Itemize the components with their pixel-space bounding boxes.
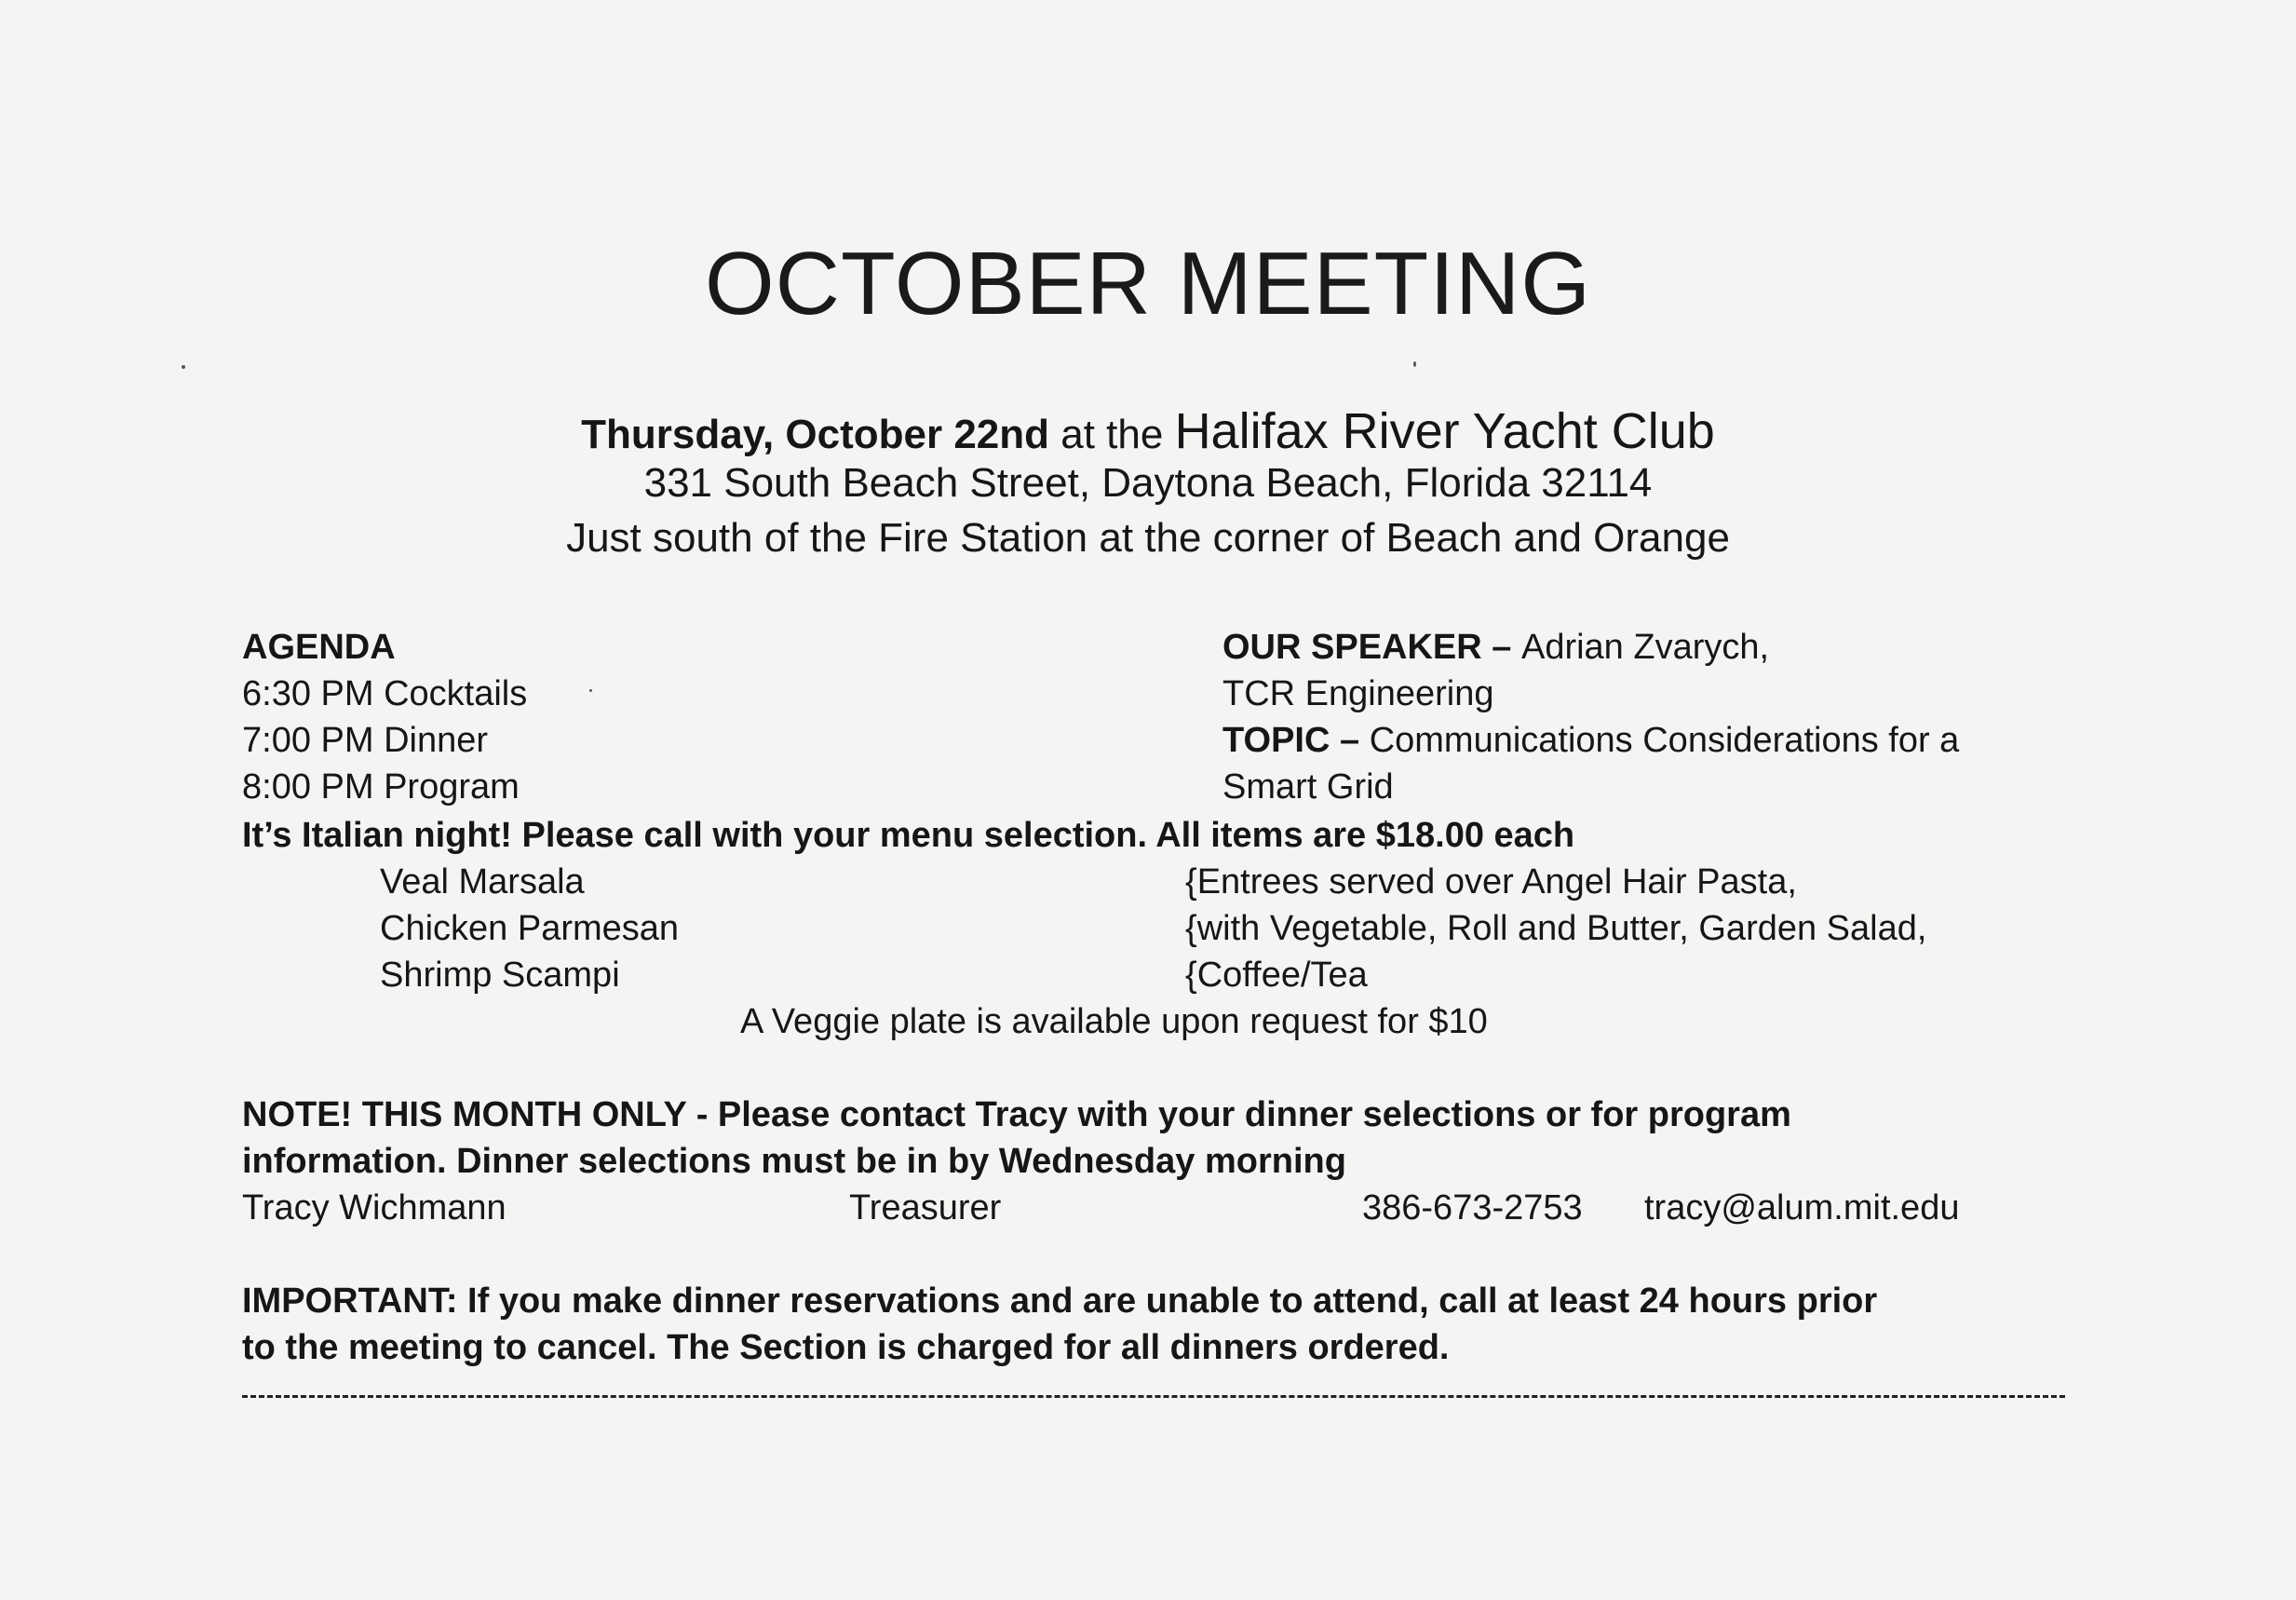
agenda-section	[242, 624, 527, 810]
cut-line-divider	[242, 1395, 2065, 1398]
topic-dash: –	[1330, 721, 1370, 760]
agenda-heading: AGENDA	[242, 628, 396, 667]
speaker-name: Adrian Zvarych,	[1520, 628, 1770, 667]
entree-item: Chicken Parmesan	[380, 909, 680, 948]
speaker-company: TCR Engineering	[1222, 674, 1494, 713]
agenda-item: 6:30 PM Cocktails	[242, 674, 528, 713]
entree-note: {Entrees served over Angel Hair Pasta,	[1185, 862, 1797, 902]
scan-speck	[1413, 361, 1416, 367]
important-notice	[242, 1278, 1877, 1371]
entree-notes	[1185, 859, 1926, 998]
important-line: to the meeting to cancel. The Section is charged for all dinners ordered.	[242, 1328, 1450, 1367]
note-line: NOTE! THIS MONTH ONLY - Please contact Tracy with your dinner selections or for program	[242, 1095, 1791, 1134]
page-title: OCTOBER MEETING	[705, 234, 1591, 333]
speaker-section	[1222, 624, 1959, 810]
venue-connector: at the	[1049, 412, 1175, 457]
entree-note: {Coffee/Tea	[1185, 956, 1368, 995]
topic-label: TOPIC	[1222, 721, 1330, 760]
topic-line	[1222, 717, 1959, 764]
note-line: information. Dinner selections must be in by Wednesday morning	[242, 1142, 1346, 1181]
speaker-line	[1222, 624, 1959, 671]
venue-name: Halifax River Yacht Club	[1174, 403, 1715, 459]
entree-note: {with Vegetable, Roll and Butter, Garden Salad,	[1185, 909, 1927, 948]
speaker-dash: –	[1481, 628, 1521, 667]
topic-continued: Smart Grid	[1222, 767, 1394, 807]
menu-intro: It’s Italian night! Please call with your menu selection. All items are $18.00 each	[242, 816, 1575, 855]
contact-name: Tracy Wichmann	[242, 1188, 506, 1227]
entree-list	[380, 859, 679, 998]
entree-item: Shrimp Scampi	[380, 956, 620, 995]
venue-address: 331 South Beach Street, Daytona Beach, Florida 32114	[643, 460, 1653, 506]
scan-speck	[182, 365, 185, 369]
topic-text: Communications Considerations for a	[1369, 721, 1960, 760]
important-line: IMPORTANT: If you make dinner reservations and are unable to attend, call at least 24 hours prior	[242, 1281, 1878, 1321]
contact-phone: 386-673-2753	[1362, 1188, 1583, 1227]
venue-directions: Just south of the Fire Station at the corner of Beach and Orange	[566, 515, 1730, 561]
contact-note	[242, 1092, 1791, 1185]
contact-email: tracy@alum.mit.edu	[1644, 1188, 1960, 1227]
agenda-item: 7:00 PM Dinner	[242, 721, 489, 760]
venue-line	[0, 402, 2296, 460]
entree-item: Veal Marsala	[380, 862, 585, 902]
veggie-note: A Veggie plate is available upon request for $10	[740, 1002, 1488, 1041]
contact-role: Treasurer	[849, 1188, 1002, 1227]
agenda-item: 8:00 PM Program	[242, 767, 520, 807]
meeting-date: Thursday, October 22nd	[581, 412, 1050, 457]
scan-speck	[589, 689, 592, 692]
speaker-label: OUR SPEAKER	[1222, 628, 1482, 667]
